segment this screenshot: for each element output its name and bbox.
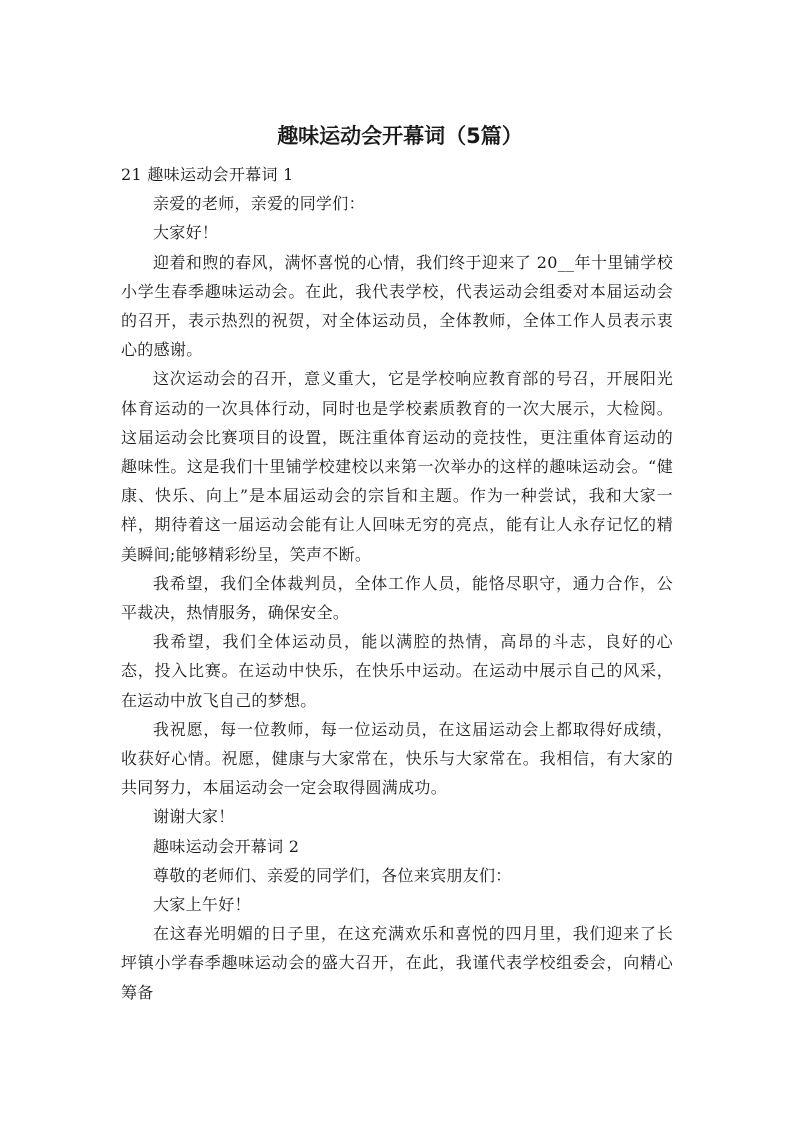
document-body bbox=[121, 160, 673, 1007]
document-title: 趣味运动会开幕词（5篇） bbox=[277, 124, 523, 148]
greeting: 大家好！ bbox=[153, 223, 219, 243]
body-paragraph: 我祝愿，每一位教师，每一位运动员，在这届运动会上都取得好成绩，收获好心情。祝愿，健康与大家常在，快乐与大家常在。我相信，有大家的共同努力，本届运动会一定会取得圆满成功。 bbox=[121, 719, 673, 798]
greeting: 大家上午好！ bbox=[153, 895, 251, 915]
section-heading: 21 趣味运动会开幕词 1 bbox=[121, 165, 294, 184]
closing-line: 谢谢大家！ bbox=[153, 807, 235, 827]
body-paragraph: 我希望，我们全体运动员，能以满腔的热情，高昂的斗志，良好的心态，投入比赛。在运动中快乐，在快乐中运动。在运动中展示自己的风采，在运动中放飞自己的梦想。 bbox=[121, 632, 673, 710]
salutation: 亲爱的老师，亲爱的同学们： bbox=[153, 194, 365, 214]
body-paragraph: 我希望，我们全体裁判员，全体工作人员，能恪尽职守，通力合作，公平裁决，热情服务，确保安全。 bbox=[121, 573, 673, 623]
body-paragraph: 迎着和煦的春风，满怀喜悦的心情，我们终于迎来了 20__年十里铺学校小学生春季趣味运动会。在此，我代表学校，代表运动会组委对本届运动会的召开，表示热烈的祝贺，对全体运动员，全体教师，全体工作人员表示衷心的感谢。 bbox=[121, 252, 673, 360]
section-heading: 趣味运动会开幕词 2 bbox=[153, 836, 300, 856]
body-paragraph: 在这春光明媚的日子里，在这充满欢乐和喜悦的四月里，我们迎来了长坪镇小学春季趣味运动会的盛大召开，在此，我谨代表学校组委会，向精心筹备 bbox=[121, 924, 673, 1002]
salutation: 尊敬的老师们、亲爱的同学们，各位来宾朋友们： bbox=[153, 865, 512, 885]
body-paragraph: 这次运动会的召开，意义重大，它是学校响应教育部的号召，开展阳光体育运动的一次具体行动，同时也是学校素质教育的一次大展示，大检阅。这届运动会比赛项目的设置，既注重体育运动的竞技性，更注重体育运动的趣味性。这是我们十里铺学校建校以来第一次举办的这样的趣味运动会。“健康、快乐、向上”是本届运动会的宗旨和主题。作为一种尝试，我和大家一样，期待着这一届运动会能有让人回味无穷的亮点，能有让人永存记忆的精美瞬间;能够精彩纷呈，笑声不断。 bbox=[121, 369, 673, 564]
